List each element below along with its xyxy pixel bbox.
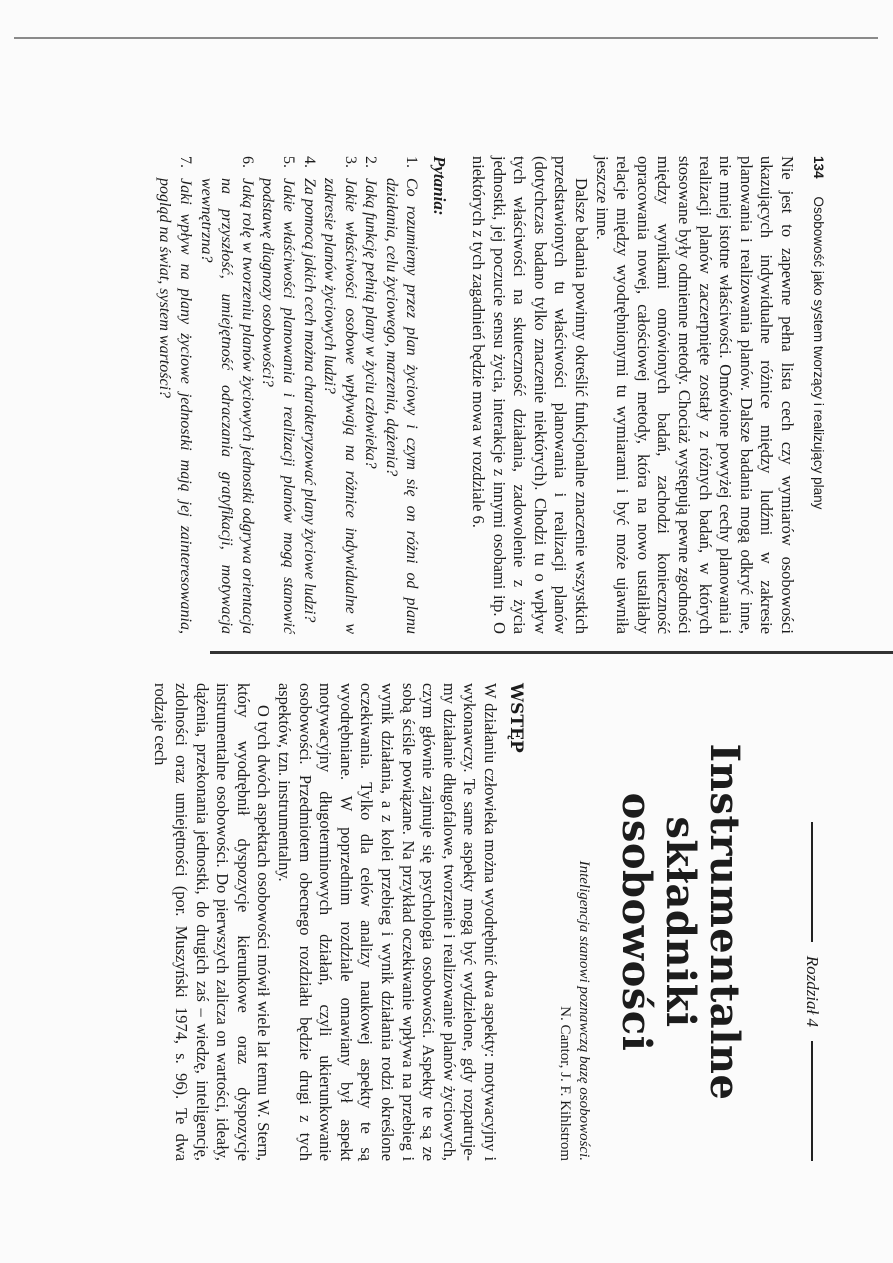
question-text: Jaką funkcję pełnią plany w życiu człowieka? <box>362 178 380 469</box>
question-number: 4. <box>300 156 318 168</box>
question-text: Jakie właściwości osobowe wpływają na różnice indywidualne w zakresie planów życiowych ludzi? <box>321 178 359 634</box>
question-number: 5. <box>279 156 297 168</box>
list-item <box>380 156 421 634</box>
question-text: Za pomocą jakich cech można charakteryzować plany życiowe ludzi? <box>300 178 318 623</box>
questions-list <box>154 156 422 634</box>
chapter-rule-right <box>811 1041 813 1161</box>
question-number: 6. <box>238 156 256 168</box>
question-text: Jaki wpływ na plany życiowe jednostki mają jej zainteresowania, pogląd na świat, system wartości? <box>156 178 194 634</box>
question-text: Jakie właściwości planowania i realizacji planów mogą stanowić podstawę diagnozy osobowości? <box>259 178 297 634</box>
list-item <box>154 156 195 634</box>
running-head <box>811 156 826 634</box>
question-number: 7. <box>176 156 194 168</box>
questions-heading: Pytania: <box>430 156 450 216</box>
chapter-rule-left <box>811 822 813 942</box>
question-number: 3. <box>341 156 359 168</box>
question-text: Jaką rolę w tworzeniu planów życiowych jednostki odgrywa orientacja na przyszłość, umiejętność odraczania gratyfikacji, motywacja wewnętrzna? <box>197 178 256 634</box>
left-page <box>156 156 826 634</box>
chapter-title <box>614 683 746 1161</box>
list-item <box>257 156 298 634</box>
list-item <box>298 156 319 634</box>
page-divider-line <box>210 651 893 654</box>
page-number: 134 <box>811 156 826 179</box>
question-text: Co rozumiemy przez plan życiowy i czym się on różni od planu działania, celu życiowego, marzenia, dążenia? <box>382 178 421 634</box>
chapter-label-row <box>802 683 822 1161</box>
motto: Inteligencja stanowi poznawczą bazę osobowości. <box>576 860 592 1161</box>
chapter-title-line1: Instrumentalne <box>701 743 748 1101</box>
list-item <box>195 156 257 634</box>
list-item <box>360 156 381 634</box>
question-number: 2. <box>362 156 380 168</box>
chapter-title-line2: składniki osobowości <box>613 792 704 1052</box>
paragraph: Nie jest to zapewne pełna lista cech czy wymiarów osobowości ukazujących indywidualne różnice między ludźmi w zakresie planowania i realizowania planów. Dalsze badania mogą odkryć inne, nie mniej istotne właściwości. Omówione powyżej cechy planowania i realizacji planów zaczerpnięte zostały z różnych badań, w których stosowane były odmienne metody. Chociaż występują pewne zgodności między wynikami omówionych badań, zachodzi konieczność opracowania nowej, całościowej metody, która na nowo ustaliłaby relacje między wyodrębnionymi tu wymiarami i być może ujawniła jeszcze inne. <box>592 156 797 634</box>
chapter-label: Rozdział 4 <box>803 955 822 1027</box>
section-heading: WSTĘP <box>506 683 526 753</box>
paragraph: Dalsze badania powinny określić funkcjonalne znaczenie wszystkich przedstawionych tu właściwości planowania i realizacji planów (dotychczas badano tylko znaczenie niektórych). Chodzi tu o wpływ tych właściwości na skuteczność działania, zadowolenie z życia jednostki, jej poczucie sensu życia, interakcje z innymi osobami itp. O niektórych z tych zagadnień będzie mowa w rozdziale 6. <box>469 156 592 634</box>
right-page <box>64 683 824 1161</box>
list-item <box>319 156 360 634</box>
paragraph: O tych dwóch aspektach osobowości mówił wiele lat temu W. Stern, który wyodrębnił dyspozycje kierunkowe oraz dyspozycje instrumentalne osobowości. Do pierwszych zalicza on wartości, ideały, dążenia, przekonania jednostki, do drugich zaś – wiedzę, inteligencję, zdolności oraz umiejętności (por. Muszyński 1974, s. 96). Te dwa rodzaje cech <box>151 683 274 1161</box>
motto-author: N. Cantor, J. F. Kihlstrom <box>557 1006 573 1161</box>
paragraph: W działaniu człowieka można wyodrębnić dwa aspekty: motywacyjny i wykonawczy. Te same aspekty mogą być wydzielone, gdy rozpatruje-my działanie długofalowe, tworzenie i realizowanie planów życiowych, czym głównie zajmuje się psychologia osobowości. Aspekty te są ze sobą ściśle powiązane. Na przykład oczekiwanie wpływa na przebieg i wynik działania, a z kolei przebieg i wynik działania rodzi określone oczekiwania. Tylko dla celów analizy naukowej aspekty te są wyodrębniane. W poprzednim rozdziale omawiany był aspekt motywacyjny długoterminowych działań, czyli ukierunkowanie osobowości. Przedmiotem obecnego rozdziału będzie drugi z tych aspektów, tzn. instrumentalny. <box>275 683 500 1161</box>
question-number: 1. <box>403 156 421 168</box>
top-scan-line <box>14 37 878 39</box>
running-head-title: Osobowość jako system tworzący i realizujący plany <box>811 196 826 510</box>
